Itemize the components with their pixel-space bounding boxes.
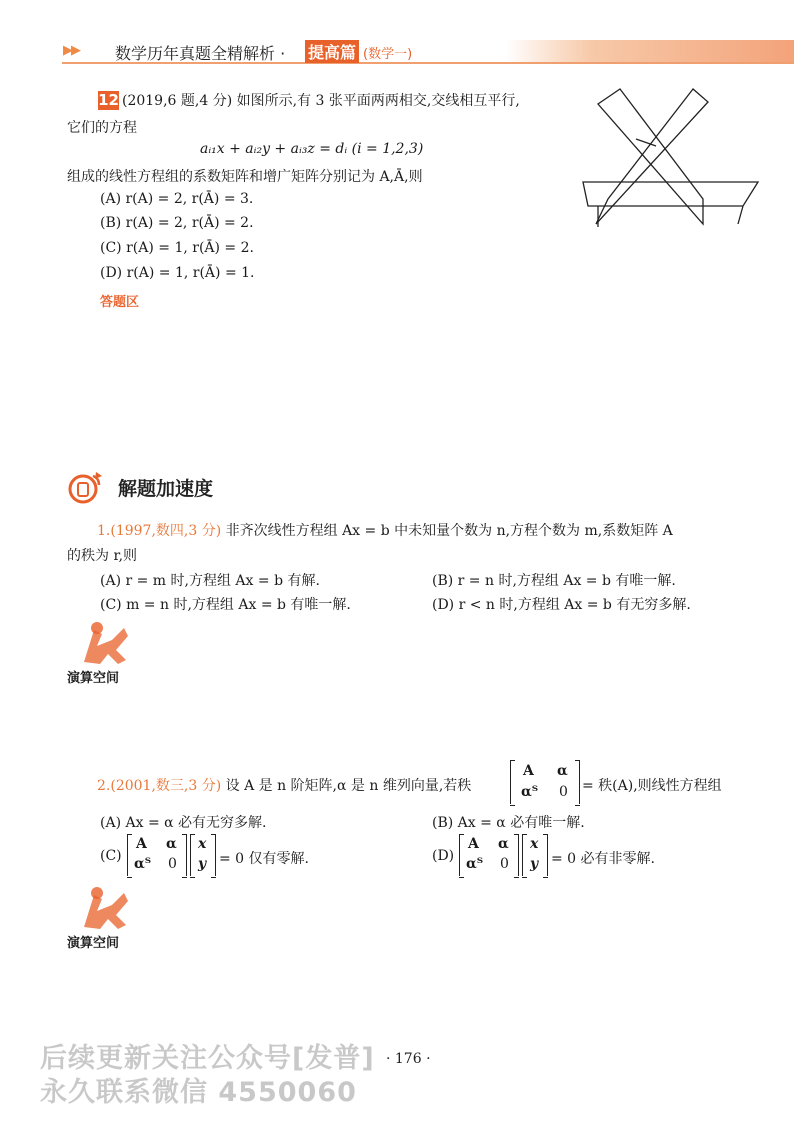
matrix-r1c1: A: [523, 763, 534, 779]
c-vector-r2: y: [198, 856, 207, 872]
q2-stem-b: = 秩(A),则线性方程组: [582, 778, 722, 794]
d-vector-r2: y: [530, 856, 539, 872]
q2-option-d-prefix: (D): [432, 848, 455, 864]
q1-option-c: (C) m = n 时,方程组 Ax = b 有唯一解.: [100, 597, 351, 613]
c-matrix-r1c2: α: [166, 836, 177, 852]
q1-option-a: (A) r = m 时,方程组 Ax = b 有解.: [100, 573, 320, 589]
plane-bottom: [583, 182, 758, 206]
workspace-label: 演算空间: [67, 671, 120, 686]
d-vector-r1: x: [530, 836, 539, 852]
q2-option-d-matrix: [459, 834, 519, 876]
q1-option-b: (B) r = n 时,方程组 Ax = b 有唯一解.: [432, 573, 676, 589]
stopwatch-icon: [67, 470, 107, 506]
q2-block-matrix: [510, 760, 580, 804]
problem-stem-line2: 它们的方程: [67, 120, 137, 136]
q1-option-d: (D) r < n 时,方程组 Ax = b 有无穷多解.: [432, 597, 691, 613]
q2-option-c-prefix: (C): [100, 848, 122, 864]
watermark-line2: 永久联系微信 4550060: [40, 1077, 357, 1108]
workspace-figure-icon: [64, 885, 144, 937]
q2-option-b: (B) Ax = α 必有唯一解.: [432, 815, 585, 831]
option-c: (C) r(A) = 1, r(Ā) = 2.: [100, 240, 254, 256]
header-arrows-icon: ▶▶: [63, 43, 79, 58]
q2-option-d-vector: [522, 834, 548, 876]
header-title: 数学历年真题全精解析 ·: [115, 44, 286, 63]
matrix-r2c1: αᵀ: [521, 784, 539, 800]
d-matrix-r2c2: 0: [500, 856, 509, 872]
header-subtitle: (数学一): [363, 47, 413, 62]
problem-number: 12: [98, 91, 119, 109]
q2-option-d-suffix: = 0 必有非零解.: [551, 851, 655, 867]
matrix-r1c2: α: [557, 763, 568, 779]
q2-source: 2.(2001,数三,3 分): [97, 778, 222, 794]
workspace-figure-icon: [64, 620, 144, 672]
option-d: (D) r(A) = 1, r(Ā) = 1.: [100, 265, 255, 281]
d-matrix-r1c1: A: [468, 836, 479, 852]
d-matrix-r2c1: αᵀ: [466, 856, 484, 872]
q2-option-a: (A) Ax = α 必有无穷多解.: [100, 815, 267, 831]
problem-stem-line3: 组成的线性方程组的系数矩阵和增广矩阵分别记为 A,Ā,则: [67, 169, 423, 185]
option-b: (B) r(A) = 2, r(Ā) = 2.: [100, 215, 254, 231]
c-matrix-r2c2: 0: [168, 856, 177, 872]
three-planes-figure: [578, 84, 763, 234]
q2-line1: [97, 775, 471, 795]
q1-source: 1.(1997,数四,3 分): [97, 523, 222, 539]
option-a: (A) r(A) = 2, r(Ā) = 3.: [100, 191, 254, 207]
page-number: · 176 ·: [386, 1051, 431, 1067]
workspace-label: 演算空间: [67, 936, 120, 951]
answer-area-label: 答题区: [100, 295, 140, 310]
q2-stem-a: 设 A 是 n 阶矩阵,α 是 n 维列向量,若秩: [221, 778, 472, 794]
q1-stem-b: 的秩为 r,则: [67, 548, 138, 564]
c-matrix-r2c1: αᵀ: [134, 856, 152, 872]
q1-stem-a: 非齐次线性方程组 Ax = b 中未知量个数为 n,方程个数为 m,系数矩阵 A: [221, 523, 673, 539]
q2-option-c-matrix: [127, 834, 187, 876]
section-title: 解题加速度: [118, 478, 214, 500]
problem-stem-line1: (2019,6 题,4 分) 如图所示,有 3 张平面两两相交,交线相互平行,: [122, 93, 520, 109]
c-vector-r1: x: [198, 836, 207, 852]
plane-right: [596, 89, 708, 224]
problem-equation: aᵢ₁x + aᵢ₂y + aᵢ₃z = dᵢ (i = 1,2,3): [200, 141, 424, 157]
q2-option-c-suffix: = 0 仅有零解.: [219, 851, 309, 867]
d-matrix-r1c2: α: [498, 836, 509, 852]
q2-option-c-vector: [190, 834, 216, 876]
c-matrix-r1c1: A: [136, 836, 147, 852]
watermark-line1: 后续更新关注公众号[发普]: [40, 1043, 375, 1074]
matrix-r2c2: 0: [559, 784, 568, 800]
q1-line1: [97, 520, 673, 540]
header-emphasis: 提高篇: [305, 40, 359, 63]
header-band: [505, 40, 794, 62]
